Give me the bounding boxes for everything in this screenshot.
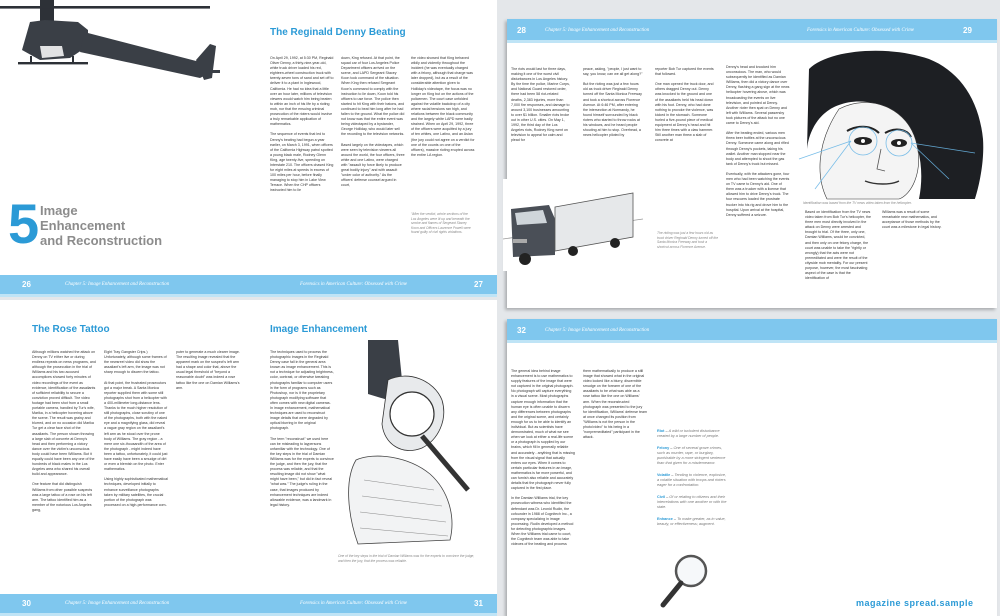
body-column-3: the video showed that King behaved wildly and violently throughout the incident (he was eventually charged with a felony, although that charge was later dropped), but as a result of the considerable attention given to Holliday's videotape, the focus was no longer on King but on the actions of the policemen. The court case unfolded against the volatile backdrop of a city where racial tensions ran high, and relations between the black community and the largely white LAPD were badly strained. When on April 29, 1992, three of the officers were acquitted by a jury of ten whites, one Latino, and an Asian (the jury could not agree on a verdict for one of the counts on one of the officers), massive rioting erupted across the entire LA region. <box>411 56 476 157</box>
article-title: The Reginald Denny Beating <box>270 27 406 38</box>
page-number: 30 <box>22 599 31 608</box>
glossary-definition: Tending to violence, explosive, a volatile situation with troops and rioters eager for a confrontation. <box>657 472 727 488</box>
body-column-1: The riots would last for three days, making it one of the worst civil disturbances in Los Angeles history. By the time the police, Marine Corps, and National Guard restored order, there had been 58 riot-related deaths, 2,383 injuries, more than 7,000 fire responses, and damage to around 3,100 businesses amounting to over $1 billion. Smaller riots broke out in other U.S. cities. On May 1, 1992, the third day of the Los Angeles riots, Rodney King went on television to appeal for calm and plead for <box>511 67 571 143</box>
footer-band <box>0 275 497 297</box>
running-head: Forensics in American Culture: Obsessed with Crime <box>807 28 915 33</box>
page-number: 32 <box>517 326 526 335</box>
section-title: The Rose Tattoo <box>32 324 110 335</box>
page-number: 26 <box>22 280 31 289</box>
body-column-4: The techniques used to process the photographic images in the Reginald Denny case fall in the general area known as image enhancement. This is not a technique for adjusting brightness, color, contrast, or otherwise tweaking photographs familiar to computer users in the form of programs such as Photoshop, nor is it the proprietary photograph modifying software that often comes with new digital cameras. In image enhancement, mathematical techniques are used to reconstruct image details that were degraded by optical blurring in the original photograph. The term "reconstruct" we used here can be misleading to laypersons unfamiliar with the technology. One of the key steps in the trial of Damian Williams was for the experts to convince the judge, and then the jury, that the process was reliable, and that the resulting image did not show "what might have been," but did in fact reveal "what was." The judge's ruling in the case, that images produced by enhancement techniques are indeed allowable evidence, was a landmark in legal history. <box>270 350 334 507</box>
band-rule <box>0 294 497 297</box>
glossary-definition: Of or relating to citizens and their interrelations with one another or with the state. <box>657 494 727 510</box>
glossary-term: Riot <box>657 429 665 433</box>
body-column-5: Based on identification from the TV news video taken from Bob Tur's helicopter, the three men most directly involved in the attack on Denny were arrested and brought to trial. Of the three, only one, Damian Williams, would be convicted, and then only on one felony charge, the court was unable to take the "rightly or wrongly) that the acts were not premeditated and were the result of the citywide mob mentality. For our present purpose, however, the most fascinating aspect of the case is that the identification of <box>805 210 873 281</box>
glossary <box>657 429 729 527</box>
helicopter-image <box>0 0 270 210</box>
page-number: 31 <box>474 599 483 608</box>
spread-30-31 <box>0 300 497 616</box>
body-column-2: Eight Tray Gangster Crips.) Unfortunately, although some frames of the newsreel video did show the assailant's left arm, the image was not sharp enough to discern the tattoo. At that point, the frustrated prosecutors got a major break. A Santa Monica reporter supplied them with some still photographs shot from a helicopter with a 400-millimeter long-distance lens. Thanks to the much higher resolution of still photographs, close scrutiny of one of the photographs, both with the naked eye and a magnifying glass, did reveal a vague gray region on the assailant's left arm as he stood over the prone body of Williams. The gray region - a mere one six-thousandth of the area of the photograph - might indeed have been a tattoo, unfortunately, it could just have easily have been a smudge of dirt or even a blemish on the photo. Enter mathematics. Using highly sophisticated mathematical techniques, developed initially to enhance surveillance photographs taken by military satellites, the crucial portion of the photograph was processed on a high-performance com- <box>104 350 168 507</box>
glossary-entry: Volatile – Tending to violence, explosive, a volatile situation with troops and rioters eager for a confrontation. <box>657 472 727 488</box>
running-head: Chapter 5: Image Enhancement and Reconstruction <box>545 28 650 33</box>
glossary-entry: Civil – Of or relating to citizens and their interrelations with one another or with the state. <box>657 494 727 510</box>
body-column-1: On April 29, 1992, at 5:30 PM, Reginald Oliver Denny, a thirty-nine-year-old, white truck driver loaded his red, eighteen-wheel construction truck with twenty-seven tons of sand and set off to deliver it to a plant in Inglewood, California. He had no idea that a little over an hour later, millions of television viewers would watch him being beaten to within an inch of his life by a rioting mob, nor that the ensuing criminal prosecution of the rioters would involve a truly remarkable application of mathematics. The sequence of events that led to Denny's beating had begun a year earlier, on March 3, 1991, when officers of the California Highway patrol spotted a young black male, Rodney Glenn King, age twenty-five, speeding on Interstate 210. The officers chased King for eight miles at speeds in excess of 100 miles per hour, before finally managing to stop him in Lake View Terrace. When the CHP officers instructed him to lie <box>270 56 334 193</box>
chapter-title-line: Image <box>40 203 78 218</box>
body-column-3: reporter Bob Tur captured the events that followed. One man opened the truck door, and others dragged Denny out. Denny was knocked to the ground and one of the assailants held his head down with his foot. Denny, who had done nothing to provoke the violence, was kicked in the stomach. Someone hurled a five-pound piece of medical equipment at Denny's head and hit him three times with a claw hammer. Still another man threw a slab of concrete at <box>655 67 714 143</box>
running-head: Chapter 5: Image Enhancement and Reconstruction <box>65 601 170 606</box>
watermark-text: magazine spread.sample <box>856 598 974 608</box>
glossary-entry: Riot – A wild or turbulent disturbance created by a large number of people. <box>657 429 720 439</box>
footer-band <box>0 594 497 616</box>
caption: "After the verdict, whole sections of the Los Angeles were lit up and beneath the smoke and flames of Sergeant Stacey Koon and Officers Laurence Powell were found guilty of civil rights violations. <box>411 212 472 234</box>
running-head: Forensics in American Culture: Obsessed with Crime <box>300 601 408 606</box>
hands-image <box>338 340 478 550</box>
body-column-6: Williams was a result of some remarkable new mathematics, and acceptance of those methods by the court was a milestone in legal history. <box>882 210 942 230</box>
caption: The rioting was just a few hours old as truck driver Reginald Denny turned off the Santa Monica Freeway and took a shortcut across Florence Avenue. <box>657 231 719 249</box>
section-title: Image Enhancement <box>270 324 368 335</box>
body-column-2: peace, asking, "people, I just want to say, you know, can we all get along?" But the rioting was just a few hours old as truck driver Reginald Denny turned off the Santa Monica Freeway and took a shortcut across Florence Avenue. At 6:46 PM, after entering the intersection at Normandy, he found himself surrounded by black rioters who started to throw rocks at his windows, and he heard people shouting at him to stop. Overhead, a news helicopter piloted by <box>583 67 643 138</box>
header-band <box>507 19 997 43</box>
band-rule <box>507 40 997 43</box>
glossary-definition: A wild or turbulent disturbance created by a large number of people. <box>657 429 720 439</box>
spread-32 <box>507 319 997 616</box>
caption: Identification was based from the TV news video taken from the helicopter. <box>803 201 912 205</box>
running-head: Forensics in American Culture: Obsessed with Crime <box>300 282 408 287</box>
magnifying-glass-icon <box>657 551 713 611</box>
page-number: 27 <box>474 280 483 289</box>
glossary-definition: To make greater, as in value, beauty, or effectiveness; augment. <box>657 516 726 526</box>
body-column-1: The general idea behind image enhancement is to use mathematics to supply features of the image that were not captured in the original photograph. No photograph will capture everything in a visual scene. Most photographs capture enough information that the human eye is often unable to discern any differences between photographs and the original scene, and certainly enough for us to be able to identify an individual. But as scientists have demonstrated, much of what we see when we look at either a real-life scene or a photograph is supplied by our brains, which fill in generally reliable and accurately - anything that is missing from the visual signal that actually enters our eyes. When it comes to certain particular features in an image, mathematics is far more powerful, and can furnish also reliable and accurately details that the photograph never fully captured in the first place. In the Damian Williams trial, the key prosecution witness who identified the defendant was Dr. Leonid Rudin, the cofounder in 1988 of Cognitech Inc., a company specializing in image processing. Rudin developed a method for detecting photographic images. When the Williams trial came to court, the Cognitech team was able to take videoes of the beating and process <box>511 369 575 547</box>
caption: One of the key steps in the trial of Damian Williams was for the experts to convince the judge, and then the jury, that the process was reliable. <box>338 554 476 563</box>
glossary-definition: One of several grave crimes, such as murder, rape, or burglary, punishable by a more stringent sentence than that given for a misdemeanor. <box>657 445 726 466</box>
body-column-1: Although millions watched the attack on Denny on TV either live or during endless repeats on news programs, and although the prosecution in the trial of Williams and his two accused accomplices showed forty minutes of video recordings of the event as evidence, identification of the assailants of sufficient reliability to secure a conviction proved difficult. The video footage had been shot from a small portable camera, handled by Tur's wife, Marika, in a helicopter hovering above the scene. The result was grainy and blurred, and on no occasion did Marika Tur get a clear face shot of the assailants. The person shown throwing a large slab of concrete at Denny's head and then performing a victory dance over the victim's unconscious body could have been Williams. But it equally could have been any one of the hundreds of black males in the Los Angeles area who shared his overall build and appearance. One feature that did distinguish Williams from other possible suspects was a large tattoo of a rose on his left arm. The tattoo identified him as a member of the notorious Los Angeles gang, <box>32 350 96 512</box>
chapter-number: 5 <box>8 192 40 255</box>
chapter-title-line: and Reconstruction <box>40 233 163 248</box>
glossary-term: Felony <box>657 445 670 450</box>
body-column-2: them mathematically to produce a still image that showed what in the original video looked like a blurry, discernible smudge on the forearm of one of the assailants to be what was able as a rose tattoo like the one on Williams' arm. When the reconstructed photograph was presented to the jury for identification, Williams' defense team at once changed its position from "Williams is not the person in the photo/video" to his being in a "nonpremeditated" participant in the attack. <box>583 369 649 440</box>
body-column-2: down, King refused. At that point, the squad car of four Los Angeles Police Department officers arrived on the scene, and LAPD Sergeant Stacey Koon took command of the situation. When King then refused Sergeant Koon's command to comply with the instruction to lie down, Koon told his officers to use force. The police then started to hit King with their batons, and continued to beat him long after he had fallen to the ground. What the police did not know was that the entire event was being videotaped by a bystander, George Holliday, who would later sell the recording to the television networks. Based largely on the videotapes, which were seen by television viewers all around the world, the four officers, three white and one Latino, were charged with "assault by force likely to produce great bodily injury" and with assault "under color of authority." As the officers' defense counsel argued in court, <box>341 56 405 188</box>
running-head: Chapter 5: Image Enhancement and Reconstruction <box>65 282 170 287</box>
band-rule <box>507 340 997 343</box>
glossary-entry: Felony – One of several grave crimes, such as murder, rape, or burglary, punishable by a more stringent sentence than that given for a misdemeanor. <box>657 445 726 466</box>
spread-26-27 <box>0 0 497 296</box>
glossary-term: Enhance <box>657 516 673 521</box>
page-number: 28 <box>517 26 526 35</box>
chapter-title <box>40 203 162 248</box>
running-head: Chapter 5: Image Enhancement and Reconstruction <box>545 328 650 333</box>
glossary-term: Volatile <box>657 472 671 477</box>
truck-image <box>503 179 643 271</box>
body-column-4: Denny's head and knocked him unconscious. The man, who would subsequently be identified as Damian Williams, then did a victory dance over Denny, flashing a gang sign at the news helicopter hovering above, which was broadcasting the events on live television, and pointed at Denny. Another rioter then spat on Denny and left with Williams. Several passersby took pictures of the attack but no one came to Denny's aid. After the beating ended, various men threw beer bottles at the unconscious Denny. Someone came along and rifled through Denny's pockets, taking his wallet. Another man stopped near the body and attempted to shoot the gas tank of Denny's truck but missed. Eventually, with the attackers gone, four men who had been watching the events on TV came to Denny's aid. One of them was a trucker with a license that allowed him to drive Denny's truck. The four rescuers loaded the prostrate trucker into his rig and drove him to the hospital. Upon arrival at the hospital, Denny suffered a seizure. <box>726 65 790 217</box>
spread-28-29 <box>507 19 997 308</box>
chapter-title-line: Enhancement <box>40 218 126 233</box>
glossary-entry: Enhance – To make greater, as in value, beauty, or effectiveness; augment. <box>657 516 726 526</box>
header-band <box>507 319 997 343</box>
page-number: 29 <box>963 26 972 35</box>
face-image <box>799 49 989 199</box>
glossary-term: Civil <box>657 494 666 499</box>
body-column-3: puter to generate a much clearer image. The resulting image revealed that the apparent mark on the suspect's left arm had a shape and color that, above the usual legal threshold of "beyond a reasonable doubt" was indeed a rose tattoo like the one on Damian Williams's arm. <box>176 350 241 390</box>
